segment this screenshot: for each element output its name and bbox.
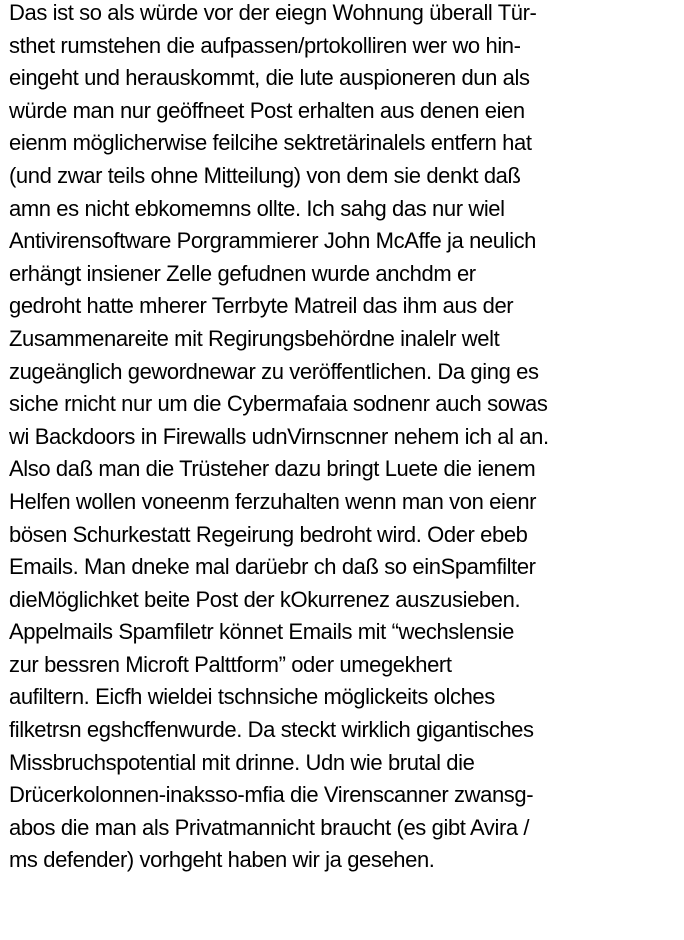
text-line: ms defender) vorhgeht haben wir ja gesehen.: [9, 847, 435, 873]
text-line: eienm möglicherwise feilcihe sektretärinalels entfern hat: [9, 130, 532, 156]
text-line: aufiltern. Eicfh wieldei tschnsiche möglickeits olches: [9, 684, 495, 710]
text-line: gedroht hatte mherer Terrbyte Matreil das ihm aus der: [9, 293, 514, 319]
text-line: Antivirensoftware Porgrammierer John McAffe ja neulich: [9, 228, 537, 254]
text-line: dieMöglichket beite Post der kOkurrenez auszusieben.: [9, 586, 521, 612]
text-line: Appelmails Spamfiletr könnet Emails mit “wechslensie: [9, 619, 514, 645]
text-line: (und zwar teils ohne Mitteilung) von dem sie denkt daß: [9, 162, 521, 188]
text-line: würde man nur geöffneet Post erhalten aus denen eien: [9, 97, 525, 123]
text-line: amn es nicht ebkomemns ollte. Ich sahg das nur wiel: [9, 195, 505, 221]
text-line: filketrsn egshcffenwurde. Da steckt wirklich gigantisches: [9, 717, 534, 743]
text-line: eingeht und herauskommt, die lute auspioneren dun als: [9, 65, 530, 91]
text-line: wi Backdoors in Firewalls udnVirnscnner nehem ich al an.: [9, 423, 549, 449]
text-line: erhängt insiener Zelle gefudnen wurde anchdm er: [9, 260, 476, 286]
text-line: Also daß man die Trüsteher dazu bringt Luete die ienem: [9, 456, 536, 482]
text-line: Zusammenareite mit Regirungsbehördne inalelr welt: [9, 325, 500, 351]
body-text: [9, 0, 681, 877]
text-line: Das ist so als würde vor der eiegn Wohnung überall Tür-: [9, 0, 537, 25]
text-line: siche rnicht nur um die Cybermafaia sodnenr auch sowas: [9, 391, 548, 417]
text-line: sthet rumstehen die aufpassen/prtokolliren wer wo hin-: [9, 32, 521, 58]
text-line: Helfen wollen voneenm ferzuhalten wenn man von eienr: [9, 488, 537, 514]
text-line: Drücerkolonnen-inaksso-mfia die Virenscanner zwansg-: [9, 782, 534, 808]
text-line: zur bessren Microft Palttform” oder umegekhert: [9, 651, 452, 677]
text-line: zugeänglich gewordnewar zu veröffentlichen. Da ging es: [9, 358, 539, 384]
text-line: Missbruchspotential mit drinne. Udn wie brutal die: [9, 749, 475, 775]
text-line: bösen Schurkestatt Regeirung bedroht wird. Oder ebeb: [9, 521, 528, 547]
text-line: abos die man als Privatmannicht braucht (es gibt Avira /: [9, 814, 530, 840]
text-line: Emails. Man dneke mal darüebr ch daß so einSpamfilter: [9, 554, 536, 580]
